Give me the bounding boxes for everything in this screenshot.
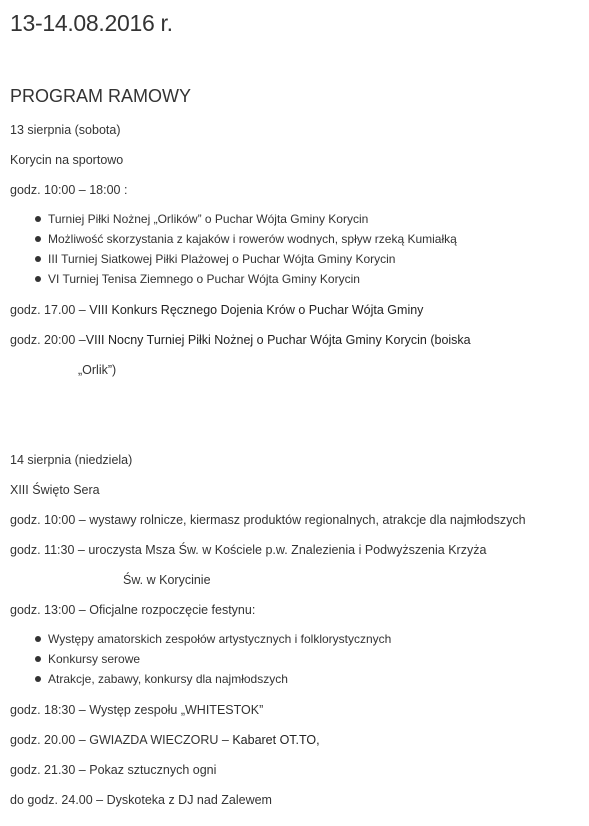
- slot-text: wystawy rolnicze, kiermasz produktów regionalnych, atrakcje dla najmłodszych: [89, 513, 526, 527]
- slot-text: VIII Nocny Turniej Piłki Nożnej o Puchar Wójta Gminy Korycin (boiska: [85, 333, 471, 347]
- day2-slot6: [10, 762, 216, 778]
- day1-activities-list: [32, 209, 457, 289]
- day2-slot4: [10, 702, 263, 718]
- list-item: Konkursy serowe: [32, 649, 391, 669]
- bullet-icon: [35, 276, 41, 282]
- headliner-name: Kabaret OT.TO,: [232, 733, 320, 747]
- day2-slot2: [10, 542, 486, 558]
- bullet-icon: [35, 636, 41, 642]
- day2-slot3: [10, 602, 255, 618]
- day1-slot2: [10, 302, 423, 318]
- slot-text: GWIAZDA WIECZORU –: [89, 733, 229, 747]
- slot-time: godz. 17.00 –: [10, 303, 86, 317]
- bullet-icon: [35, 256, 41, 262]
- slot-text: VIII Konkurs Ręcznego Dojenia Krów o Puchar Wójta Gminy: [89, 303, 424, 317]
- slot-time: godz. 21.30 –: [10, 763, 86, 777]
- list-item: Turniej Piłki Nożnej „Orlików” o Puchar Wójta Gminy Korycin: [32, 209, 457, 229]
- day1-slot1-time: godz. 10:00 – 18:00 :: [10, 183, 128, 197]
- list-item: Atrakcje, zabawy, konkursy dla najmłodszych: [32, 669, 391, 689]
- slot-time: godz. 11:30 –: [10, 543, 85, 557]
- slot-text: Oficjalne rozpoczęcie festynu:: [89, 603, 256, 617]
- day2-slot1: [10, 512, 526, 528]
- day2-activities-list: [32, 629, 391, 689]
- slot-time: godz. 20:00 –: [10, 333, 86, 347]
- day2-slot2-continuation: Św. w Korycinie: [123, 573, 211, 587]
- day1-slot3-continuation: „Orlik”): [78, 363, 117, 377]
- day2-heading: 14 sierpnia (niedziela): [10, 453, 133, 467]
- slot-text: Dyskoteka z DJ nad Zalewem: [106, 793, 272, 807]
- list-item: Występy amatorskich zespołów artystycznych i folklorystycznych: [32, 629, 391, 649]
- bullet-icon: [35, 676, 41, 682]
- bullet-icon: [35, 236, 41, 242]
- slot-time: godz. 13:00 –: [10, 603, 86, 617]
- slot-time: godz. 20.00 –: [10, 733, 86, 747]
- day1-slot3: [10, 332, 471, 348]
- list-item: III Turniej Siatkowej Piłki Plażowej o Puchar Wójta Gminy Korycin: [32, 249, 457, 269]
- slot-time: do godz. 24.00 –: [10, 793, 104, 807]
- event-date-heading: 13-14.08.2016 r.: [10, 10, 173, 36]
- slot-time: godz. 10:00 –: [10, 513, 86, 527]
- list-item: VI Turniej Tenisa Ziemnego o Puchar Wójta Gminy Korycin: [32, 269, 457, 289]
- bullet-icon: [35, 216, 41, 222]
- slot-text: uroczysta Msza Św. w Kościele p.w. Znalezienia i Podwyższenia Krzyża: [88, 543, 487, 557]
- slot-text: Występ zespołu „WHITESTOK”: [89, 703, 264, 717]
- day2-slot7: [10, 792, 272, 808]
- program-title: PROGRAM RAMOWY: [10, 86, 192, 106]
- list-item: Możliwość skorzystania z kajaków i rowerów wodnych, spływ rzeką Kumiałką: [32, 229, 457, 249]
- day1-theme: Korycin na sportowo: [10, 153, 124, 167]
- slot-time: godz. 18:30 –: [10, 703, 86, 717]
- slot-text: Pokaz sztucznych ogni: [89, 763, 217, 777]
- day2-slot5: [10, 732, 320, 748]
- day2-theme: XIII Święto Sera: [10, 483, 100, 497]
- day1-heading: 13 sierpnia (sobota): [10, 123, 121, 137]
- bullet-icon: [35, 656, 41, 662]
